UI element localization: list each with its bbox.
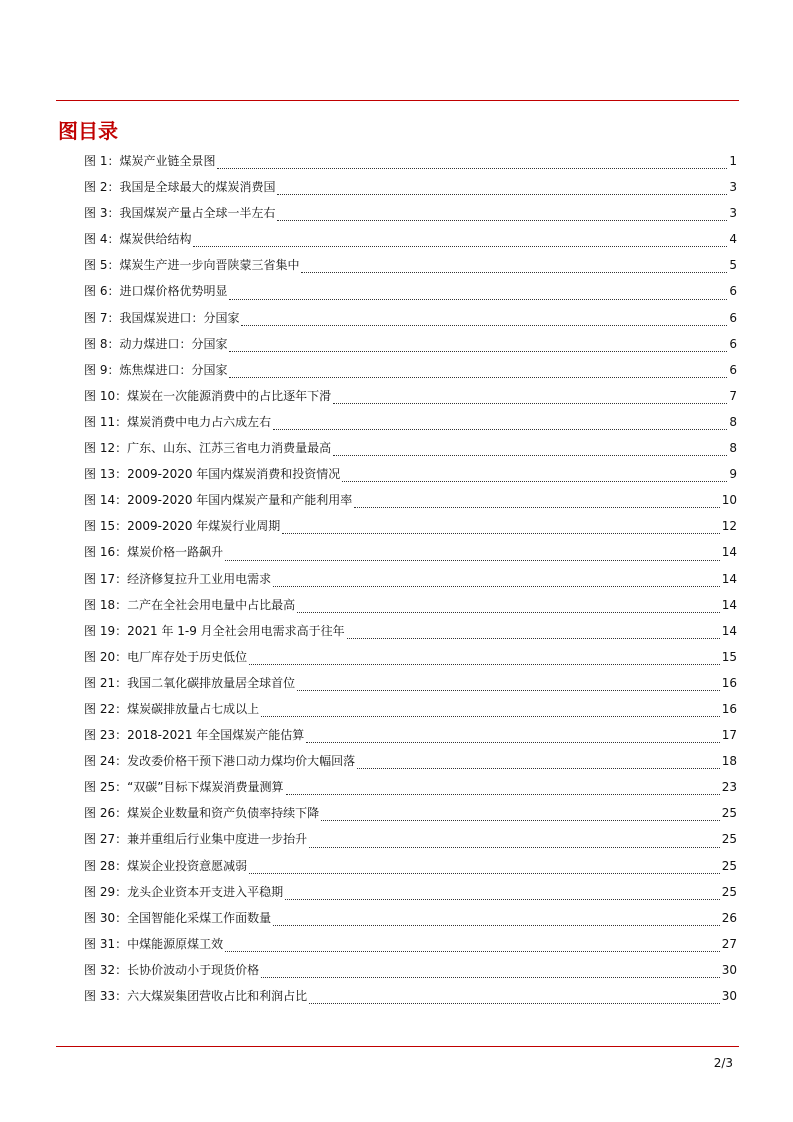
toc-entry-label[interactable]: 图 5：煤炭生产进一步向晋陕蒙三省集中: [84, 258, 300, 273]
dot-leader: [357, 768, 720, 769]
toc-entry[interactable]: [84, 230, 737, 256]
toc-entry[interactable]: [84, 465, 737, 491]
dot-leader: [321, 820, 720, 821]
dot-leader: [347, 638, 720, 639]
dot-leader: [309, 847, 720, 848]
toc-entry[interactable]: [84, 543, 737, 569]
toc-entry[interactable]: [84, 778, 737, 804]
toc-entry[interactable]: [84, 517, 737, 543]
toc-entry-page[interactable]: 25: [721, 806, 737, 821]
toc-entry-page[interactable]: 23: [721, 780, 737, 795]
toc-entry-page[interactable]: 6: [729, 310, 737, 325]
toc-entry[interactable]: [84, 178, 737, 204]
toc-entry-label[interactable]: 图 29：龙头企业资本开支进入平稳期: [84, 884, 284, 899]
toc-entry-label[interactable]: 图 8：动力煤进口：分国家: [84, 336, 228, 351]
toc-entry-label[interactable]: 图 14：2009-2020 年国内煤炭产量和产能利用率: [84, 493, 353, 508]
toc-entry-page[interactable]: 25: [721, 858, 737, 873]
toc-entry-page[interactable]: 17: [721, 728, 737, 743]
toc-entry-label[interactable]: 图 9：炼焦煤进口：分国家: [84, 362, 228, 377]
toc-entry-page[interactable]: 4: [729, 232, 737, 247]
toc-entry-label[interactable]: 图 28：煤炭企业投资意愿减弱: [84, 858, 248, 873]
toc-entry-label[interactable]: 图 30：全国智能化采煤工作面数量: [84, 910, 272, 925]
toc-entry-page[interactable]: 8: [729, 441, 737, 456]
toc-entry[interactable]: [84, 830, 737, 856]
toc-entry-label[interactable]: 图 1：煤炭产业链全景图: [84, 154, 216, 168]
toc-entry-label[interactable]: 图 32：长协价波动小于现货价格: [84, 962, 260, 977]
toc-entry-page[interactable]: 30: [721, 962, 737, 977]
dot-leader: [342, 481, 727, 482]
toc-entry-label[interactable]: 图 10：煤炭在一次能源消费中的占比逐年下滑: [84, 388, 332, 403]
footer-rule: [56, 1046, 739, 1047]
toc-entry-page[interactable]: 8: [729, 414, 737, 429]
dot-leader: [333, 455, 727, 456]
toc-entry[interactable]: [84, 439, 737, 465]
toc-entry-label[interactable]: 图 25：“双碳”目标下煤炭消费量测算: [84, 780, 284, 795]
dot-leader: [297, 612, 720, 613]
toc-entry[interactable]: [84, 883, 737, 909]
dot-leader: [309, 1003, 720, 1004]
toc-entry[interactable]: [84, 596, 737, 622]
toc-entry-label[interactable]: 图 7：我国煤炭进口：分国家: [84, 310, 240, 325]
dot-leader: [229, 299, 727, 300]
toc-entry-label[interactable]: 图 24：发改委价格干预下港口动力煤均价大幅回落: [84, 754, 356, 769]
toc-entry-page[interactable]: 27: [721, 936, 737, 951]
toc-entry-page[interactable]: 6: [729, 284, 737, 299]
dot-leader: [225, 951, 720, 952]
dot-leader: [306, 742, 719, 743]
toc-entry-label[interactable]: 图 22：煤炭碳排放量占七成以上: [84, 701, 260, 716]
dot-leader: [273, 586, 720, 587]
dot-leader: [249, 873, 720, 874]
page-number: 2/3: [713, 1056, 733, 1070]
toc-entry[interactable]: [84, 361, 737, 387]
dot-leader: [229, 351, 727, 352]
toc-entry-page[interactable]: 12: [721, 519, 737, 534]
toc-entry-page[interactable]: 14: [721, 545, 737, 560]
toc-entry-page[interactable]: 14: [721, 623, 737, 638]
toc-entry-page[interactable]: 3: [729, 180, 737, 195]
toc-entry-page[interactable]: 14: [721, 597, 737, 612]
toc-entry-label[interactable]: 图 21：我国二氧化碳排放量居全球首位: [84, 675, 296, 690]
toc-entry[interactable]: [84, 961, 737, 987]
toc-entry[interactable]: [84, 987, 737, 1013]
dot-leader: [273, 429, 727, 430]
toc-entry[interactable]: [84, 256, 737, 282]
toc-entry-page[interactable]: 30: [721, 989, 737, 1003]
toc-entry[interactable]: [84, 909, 737, 935]
dot-leader: [261, 716, 720, 717]
dot-leader: [229, 377, 727, 378]
toc-entry-page[interactable]: 25: [721, 832, 737, 847]
toc-entry-page[interactable]: 10: [721, 493, 737, 508]
toc-entry[interactable]: [84, 491, 737, 517]
toc-entry-page[interactable]: 6: [729, 336, 737, 351]
dot-leader: [241, 325, 727, 326]
toc-entry-label[interactable]: 图 33：六大煤炭集团营收占比和利润占比: [84, 989, 308, 1003]
toc-entry-page[interactable]: 3: [729, 206, 737, 221]
toc-entry-label[interactable]: 图 3：我国煤炭产量占全球一半左右: [84, 206, 276, 221]
toc-entry[interactable]: [84, 622, 737, 648]
dot-leader: [354, 507, 719, 508]
dot-leader: [286, 794, 720, 795]
toc-entry-label[interactable]: 图 18：二产在全社会用电量中占比最高: [84, 597, 296, 612]
dot-leader: [277, 220, 727, 221]
dot-leader: [301, 272, 727, 273]
dot-leader: [277, 194, 727, 195]
toc-entry-page[interactable]: 25: [721, 884, 737, 899]
toc-entry[interactable]: [84, 674, 737, 700]
toc-entry-label[interactable]: 图 15：2009-2020 年煤炭行业周期: [84, 519, 281, 534]
toc-entry[interactable]: [84, 648, 737, 674]
toc-entry-page[interactable]: 15: [721, 649, 737, 664]
toc-entry-label[interactable]: 图 4：煤炭供给结构: [84, 232, 192, 247]
toc-entry[interactable]: [84, 335, 737, 361]
toc-entry[interactable]: [84, 726, 737, 752]
toc-entry[interactable]: [84, 387, 737, 413]
toc-entry[interactable]: [84, 204, 737, 230]
toc-entry-page[interactable]: 1: [729, 154, 737, 168]
toc-entry-label[interactable]: 图 13：2009-2020 年国内煤炭消费和投资情况: [84, 467, 341, 482]
toc-entry[interactable]: [84, 309, 737, 335]
toc-entry-page[interactable]: 26: [721, 910, 737, 925]
dot-leader: [225, 560, 720, 561]
toc-entry[interactable]: [84, 935, 737, 961]
toc-entry-page[interactable]: 9: [729, 467, 737, 482]
toc-entry-label[interactable]: 图 31：中煤能源原煤工效: [84, 936, 224, 951]
toc-entry[interactable]: [84, 282, 737, 308]
toc-entry[interactable]: [84, 804, 737, 830]
toc-entry-label[interactable]: 图 20：电厂库存处于历史低位: [84, 649, 248, 664]
toc-entry-label[interactable]: 图 17：经济修复拉升工业用电需求: [84, 571, 272, 586]
toc-entry-label[interactable]: 图 6：进口煤价格优势明显: [84, 284, 228, 299]
toc-entry-page[interactable]: 18: [721, 754, 737, 769]
toc-entry[interactable]: [84, 570, 737, 596]
toc-list: [84, 152, 737, 1013]
toc-entry-page[interactable]: 14: [721, 571, 737, 586]
dot-leader: [282, 533, 719, 534]
toc-entry-label[interactable]: 图 26：煤炭企业数量和资产负债率持续下降: [84, 806, 320, 821]
toc-entry-page[interactable]: 16: [721, 701, 737, 716]
toc-entry[interactable]: [84, 700, 737, 726]
toc-entry[interactable]: [84, 752, 737, 778]
dot-leader: [297, 690, 720, 691]
dot-leader: [273, 925, 720, 926]
toc-entry-label[interactable]: 图 23：2018-2021 年全国煤炭产能估算: [84, 728, 305, 743]
toc-title: 图目录: [58, 119, 118, 143]
toc-entry-label[interactable]: 图 12：广东、山东、江苏三省电力消费量最高: [84, 441, 332, 456]
header-rule: [56, 100, 739, 101]
toc-entry-label[interactable]: 图 19：2021 年 1-9 月全社会用电需求高于往年: [84, 623, 345, 638]
toc-entry-page[interactable]: 16: [721, 675, 737, 690]
dot-leader: [217, 168, 727, 169]
dot-leader: [193, 246, 727, 247]
dot-leader: [261, 977, 720, 978]
toc-entry-label[interactable]: 图 27：兼并重组后行业集中度进一步抬升: [84, 832, 308, 847]
toc-entry[interactable]: [84, 152, 737, 178]
toc-entry[interactable]: [84, 413, 737, 439]
dot-leader: [285, 899, 720, 900]
toc-entry-label[interactable]: 图 2：我国是全球最大的煤炭消费国: [84, 180, 276, 195]
toc-entry-page[interactable]: 7: [729, 388, 737, 403]
toc-entry-label[interactable]: 图 11：煤炭消费中电力占六成左右: [84, 414, 272, 429]
dot-leader: [249, 664, 720, 665]
toc-entry[interactable]: [84, 857, 737, 883]
toc-entry-page[interactable]: 6: [729, 362, 737, 377]
dot-leader: [333, 403, 727, 404]
toc-entry-page[interactable]: 5: [729, 258, 737, 273]
toc-entry-label[interactable]: 图 16：煤炭价格一路飙升: [84, 545, 224, 560]
